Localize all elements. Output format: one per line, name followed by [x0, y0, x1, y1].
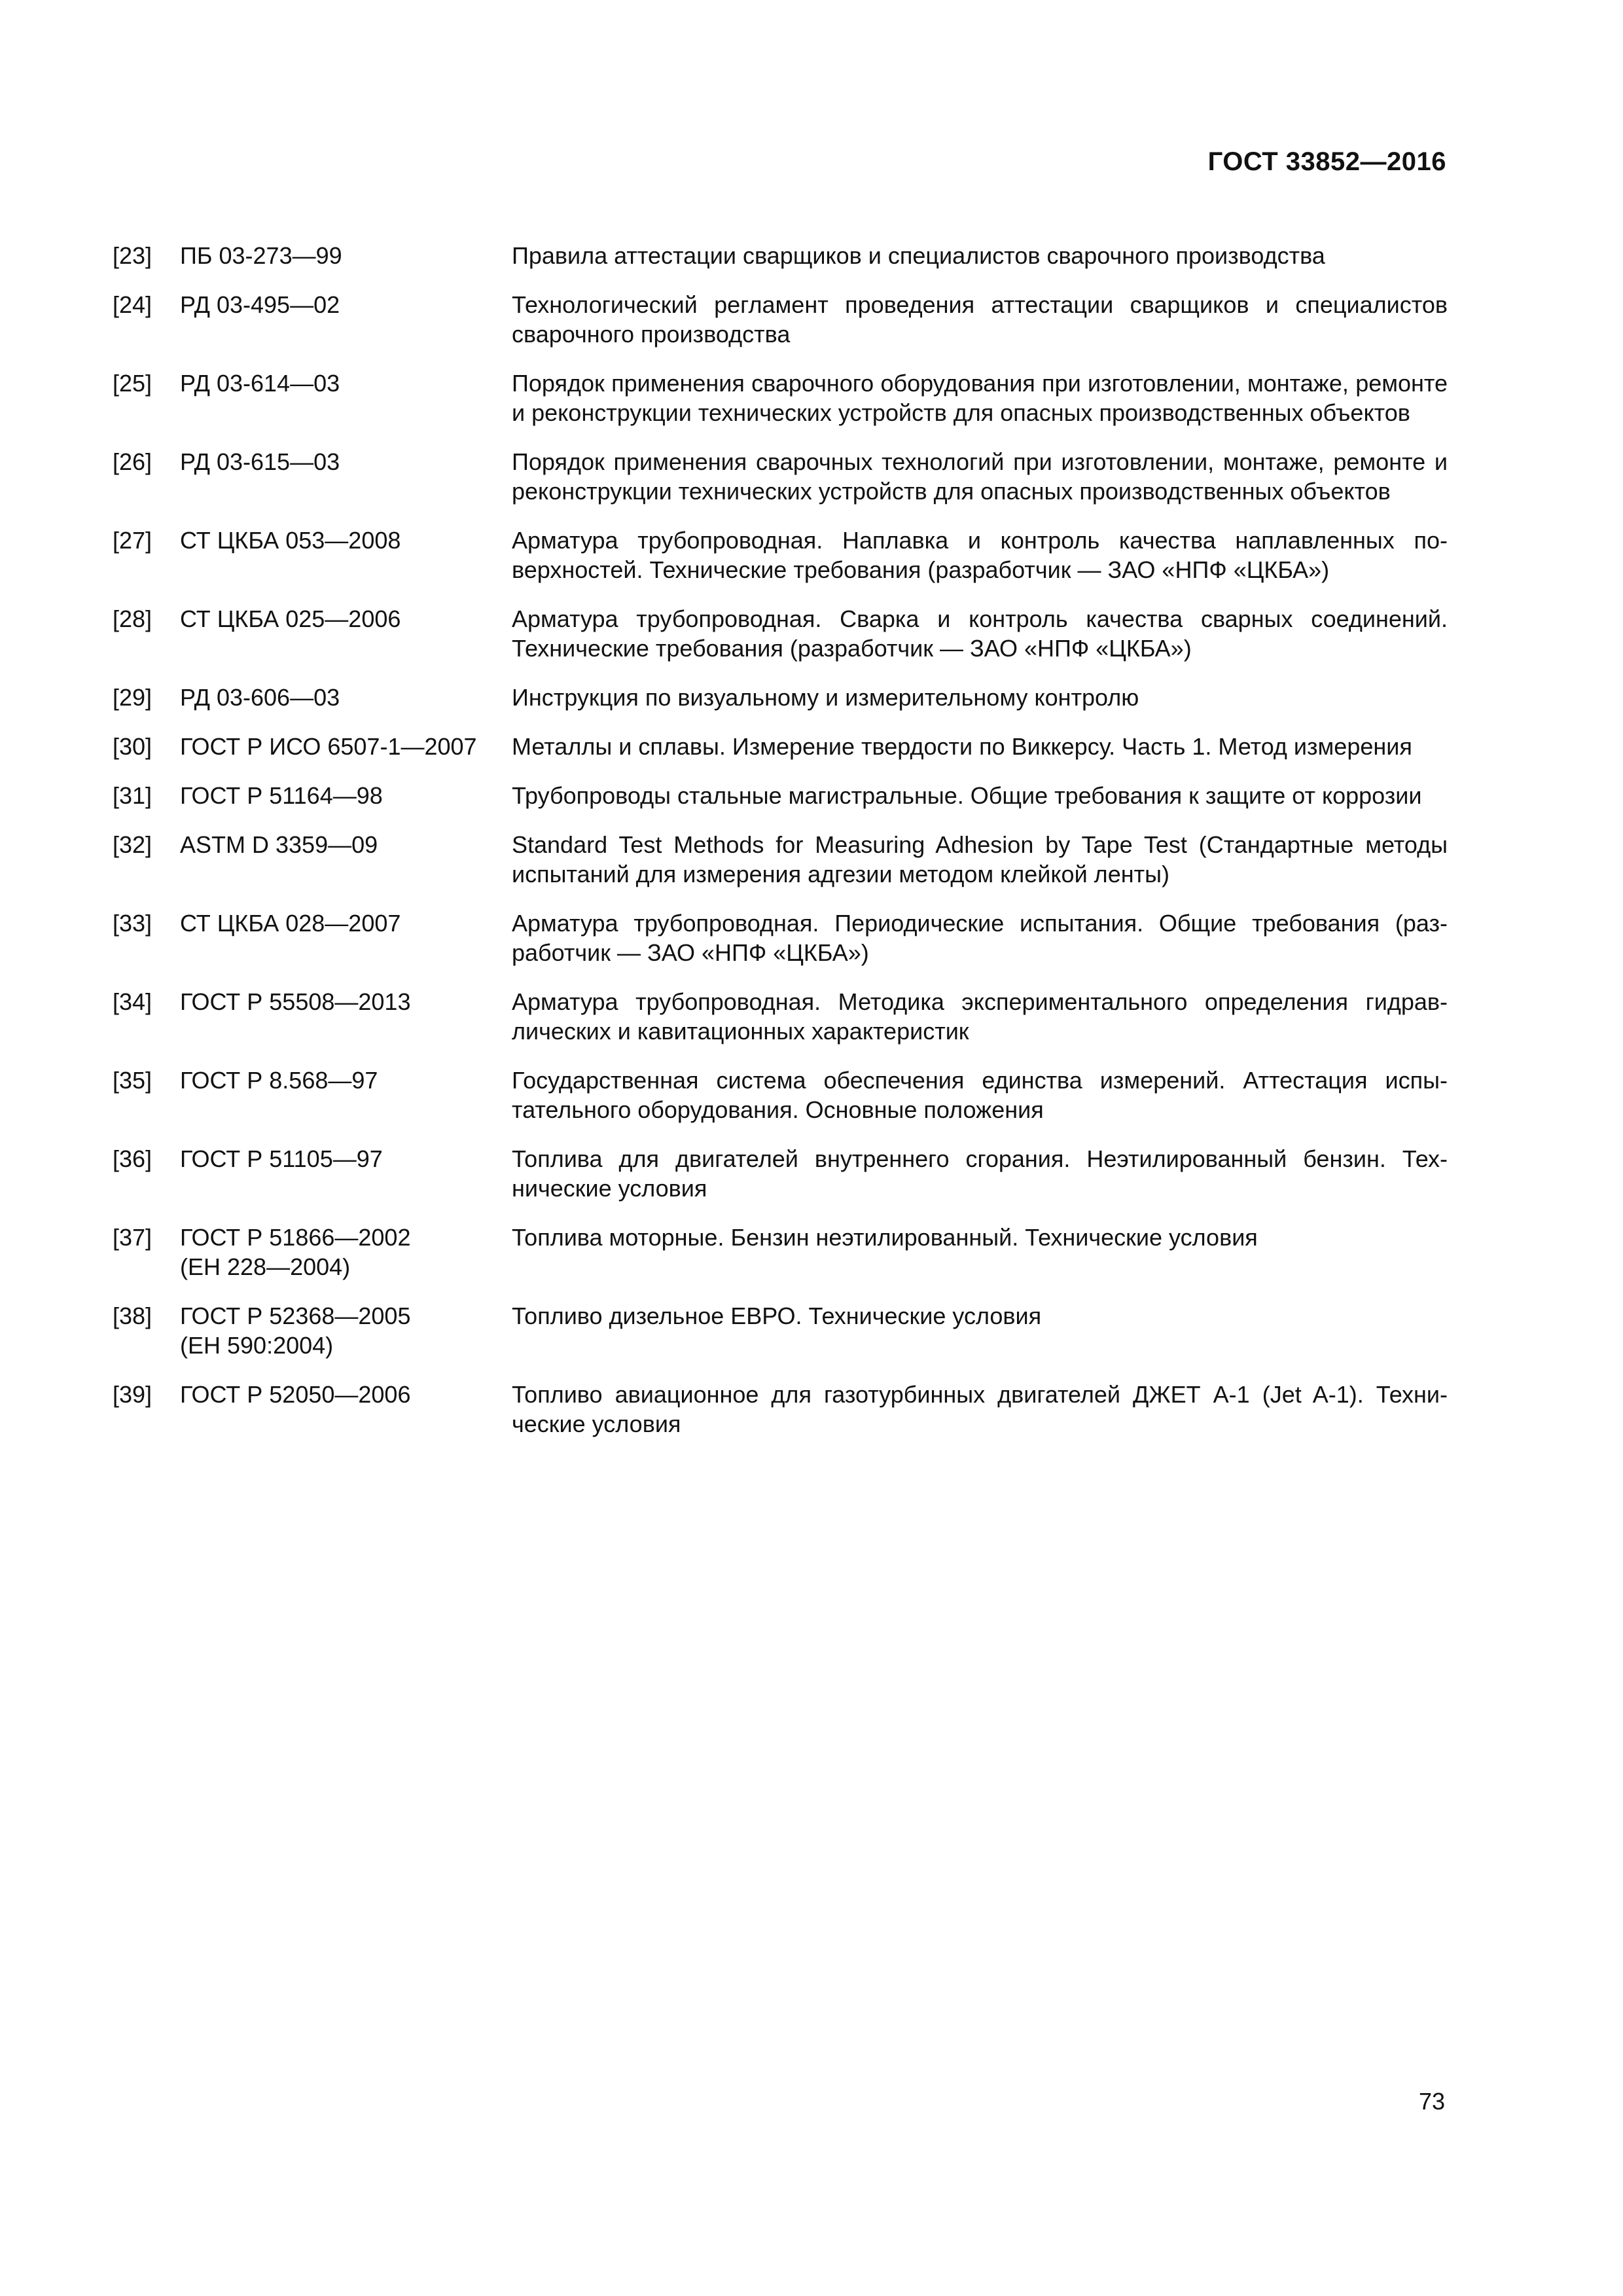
reference-title: Топлива моторные. Бензин неэтилированный. Технические условия: [512, 1224, 1258, 1251]
reference-code: СТ ЦКБА 028—2007: [180, 910, 401, 937]
reference-title: Топлива для двигателей внутреннего сгорания. Неэтилированный бензин. Технические условия: [512, 1145, 1448, 1202]
reference-item-39: [113, 1380, 1448, 1439]
reference-number: [32]: [113, 831, 152, 858]
reference-number: [33]: [113, 910, 152, 937]
reference-item-33: [113, 908, 1448, 967]
reference-item-32: [113, 830, 1448, 889]
reference-item-36: [113, 1144, 1448, 1203]
reference-number: [30]: [113, 733, 152, 760]
reference-number: [31]: [113, 782, 152, 809]
reference-title: Трубопроводы стальные магистральные. Общие требования к защите от коррозии: [512, 782, 1422, 809]
reference-title: Металлы и сплавы. Измерение твердости по Виккерсу. Часть 1. Метод измерения: [512, 733, 1412, 760]
reference-number: [34]: [113, 988, 152, 1015]
reference-number: [29]: [113, 684, 152, 711]
reference-number: [38]: [113, 1302, 152, 1329]
reference-code: ГОСТ Р 52050—2006: [180, 1381, 411, 1408]
reference-code: СТ ЦКБА 053—2008: [180, 527, 401, 554]
reference-code: СТ ЦКБА 025—2006: [180, 605, 401, 632]
reference-code: ГОСТ Р 8.568—97: [180, 1067, 378, 1094]
reference-number: [26]: [113, 448, 152, 475]
reference-number: [24]: [113, 291, 152, 318]
reference-item-27: [113, 526, 1448, 584]
reference-number: [27]: [113, 527, 152, 554]
reference-item-38: [113, 1301, 1448, 1360]
reference-title: Правила аттестации сварщиков и специалистов сварочного производства: [512, 242, 1325, 269]
reference-item-29: [113, 683, 1448, 712]
reference-title: Арматура трубопроводная. Наплавка и контроль качества наплавленных поверхностей. Технические требования (разработчик — ЗАО «НПФ «ЦКБА»): [512, 527, 1448, 583]
reference-code: ASTM D 3359—09: [180, 831, 378, 858]
reference-code: ГОСТ Р ИСО 6507-1—2007: [180, 733, 477, 760]
reference-title: Арматура трубопроводная. Методика экспериментального определения гидравлических и кавитационных характеристик: [512, 988, 1448, 1045]
reference-code: ГОСТ Р 52368—2005 (ЕН 590:2004): [180, 1302, 411, 1359]
reference-item-26: [113, 447, 1448, 506]
reference-title: Технологический регламент проведения аттестации сварщиков и специалистов сварочного производства: [512, 291, 1448, 348]
reference-title: Инструкция по визуальному и измерительному контролю: [512, 684, 1139, 711]
reference-number: [36]: [113, 1145, 152, 1172]
page-number: 73: [1418, 2088, 1445, 2115]
reference-title: Государственная система обеспечения единства измерений. Аттестация испытательного оборудования. Основные положения: [512, 1067, 1448, 1123]
reference-title: Арматура трубопроводная. Сварка и контроль качества сварных соединений. Технические требования (разработчик — ЗАО «НПФ «ЦКБА»): [512, 605, 1448, 662]
reference-title: Топливо авиационное для газотурбинных двигателей ДЖЕТ А-1 (Jet A-1). Технические условия: [512, 1381, 1448, 1437]
reference-title: Standard Test Methods for Measuring Adhesion by Tape Test (Стандартные методы испытаний для измерения адгезии методом клейкой ленты): [512, 831, 1448, 888]
reference-list: [113, 241, 1448, 1458]
document-header: ГОСТ 33852—2016: [1207, 147, 1446, 176]
reference-code: РД 03-615—03: [180, 448, 340, 475]
reference-number: [25]: [113, 370, 152, 397]
reference-number: [28]: [113, 605, 152, 632]
reference-item-37: [113, 1223, 1448, 1282]
reference-title: Порядок применения сварочных технологий при изготовлении, монтаже, ремонте и реконструкции технических устройств для опасных производственных объектов: [512, 448, 1448, 505]
reference-number: [35]: [113, 1067, 152, 1094]
reference-code: ГОСТ Р 51866—2002 (ЕН 228—2004): [180, 1224, 411, 1280]
reference-number: [39]: [113, 1381, 152, 1408]
reference-title: Порядок применения сварочного оборудования при изготовлении, монтаже, ремонте и реконструкции технических устройств для опасных производственных объектов: [512, 370, 1448, 426]
reference-item-34: [113, 987, 1448, 1046]
reference-code: ПБ 03-273—99: [180, 242, 342, 269]
reference-number: [37]: [113, 1224, 152, 1251]
reference-number: [23]: [113, 242, 152, 269]
reference-code: ГОСТ Р 51105—97: [180, 1145, 383, 1172]
reference-item-30: [113, 732, 1448, 761]
reference-item-31: [113, 781, 1448, 810]
reference-title: Арматура трубопроводная. Периодические испытания. Общие требования (разработчик — ЗАО «НПФ «ЦКБА»): [512, 910, 1448, 966]
reference-title: Топливо дизельное ЕВРО. Технические условия: [512, 1302, 1042, 1329]
reference-code: РД 03-495—02: [180, 291, 340, 318]
reference-item-28: [113, 604, 1448, 663]
reference-item-25: [113, 368, 1448, 427]
reference-item-35: [113, 1066, 1448, 1124]
reference-code: РД 03-614—03: [180, 370, 340, 397]
reference-code: ГОСТ Р 51164—98: [180, 782, 383, 809]
reference-item-24: [113, 290, 1448, 349]
reference-code: ГОСТ Р 55508—2013: [180, 988, 411, 1015]
reference-item-23: [113, 241, 1448, 270]
reference-code: РД 03-606—03: [180, 684, 340, 711]
